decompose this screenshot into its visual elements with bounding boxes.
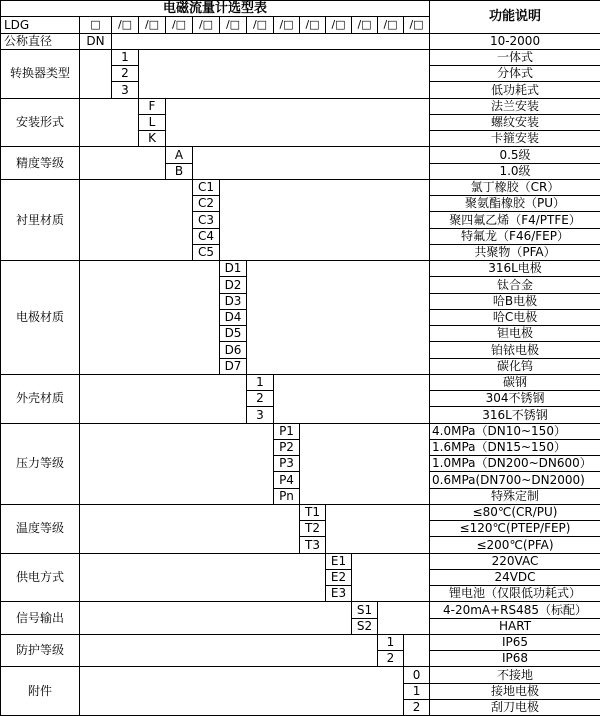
filler-cell [80, 374, 247, 423]
description-cell: 4.0MPa（DN10~150） [430, 423, 600, 439]
filler-cell [80, 49, 112, 98]
code-cell: 1 [378, 634, 404, 650]
filler-cell [193, 147, 430, 180]
table-row [1, 49, 600, 65]
code-cell: E1 [326, 553, 352, 569]
description-cell: 铂铱电极 [430, 342, 600, 358]
filler-cell [352, 553, 430, 602]
description-cell: 304不锈钢 [430, 391, 600, 407]
table-row [1, 504, 600, 520]
description-cell: 24VDC [430, 569, 600, 585]
description-cell: HART [430, 618, 600, 634]
group-label-converter-type: 转换器类型 [1, 49, 80, 98]
table-row [1, 667, 600, 683]
group-label-power-supply: 供电方式 [1, 553, 80, 602]
code-cell: D5 [220, 326, 247, 342]
description-cell: 特殊定制 [430, 488, 600, 504]
code-cell: C3 [193, 212, 220, 228]
table-row [1, 423, 600, 439]
code-cell: 2 [247, 391, 274, 407]
group-label-temperature-rating: 温度等级 [1, 504, 80, 553]
description-cell: 1.0MPa（DN200~DN600） [430, 456, 600, 472]
table-row [1, 634, 600, 650]
code-cell: D7 [220, 358, 247, 374]
description-cell: 4-20mA+RS485（标配） [430, 602, 600, 618]
group-label-accessories: 附件 [1, 667, 80, 716]
filler-cell [80, 634, 378, 667]
filler-cell [80, 553, 326, 602]
table-row [1, 98, 600, 114]
model-slash-box: /□ [139, 17, 166, 33]
description-cell: 1.6MPa（DN15~150） [430, 439, 600, 455]
code-cell: P4 [274, 472, 300, 488]
code-cell: 2 [378, 651, 404, 667]
code-cell: 3 [247, 407, 274, 423]
description-cell: 聚氨酯橡胶（PU） [430, 196, 600, 212]
filler-cell [274, 374, 430, 423]
code-cell: E2 [326, 569, 352, 585]
code-cell: D2 [220, 277, 247, 293]
description-cell: 卡箍安装 [430, 131, 600, 147]
table-row [1, 33, 600, 49]
description-cell: 碳化钨 [430, 358, 600, 374]
filler-cell [80, 261, 220, 375]
model-slash-box: /□ [326, 17, 352, 33]
filler-cell [166, 98, 430, 147]
description-cell: 螺纹安装 [430, 114, 600, 130]
description-cell: 法兰安装 [430, 98, 600, 114]
description-cell: IP68 [430, 651, 600, 667]
filler-cell [378, 602, 430, 635]
group-label-signal-output: 信号输出 [1, 602, 80, 635]
description-cell: 共聚物（PFA） [430, 244, 600, 260]
code-cell: T3 [300, 537, 326, 553]
description-cell: 分体式 [430, 66, 600, 82]
description-cell: 220VAC [430, 553, 600, 569]
description-cell: 316L不锈钢 [430, 407, 600, 423]
model-slash-box: /□ [247, 17, 274, 33]
code-cell: T1 [300, 504, 326, 520]
group-label-lining-material: 衬里材质 [1, 179, 80, 260]
code-cell: S2 [352, 618, 378, 634]
code-cell: P3 [274, 456, 300, 472]
description-cell: 哈C电极 [430, 309, 600, 325]
code-cell: 0 [404, 667, 430, 683]
table-row [1, 147, 600, 163]
description-cell: 10-2000 [430, 33, 600, 49]
description-cell: 不接地 [430, 667, 600, 683]
code-cell: E3 [326, 586, 352, 602]
code-cell: 1 [404, 683, 430, 699]
filler-cell [80, 423, 274, 504]
table-row [1, 553, 600, 569]
filler-cell [80, 602, 352, 635]
description-cell: 钽电极 [430, 326, 600, 342]
group-label-nominal-diameter: 公称直径 [1, 33, 80, 49]
code-cell: C5 [193, 244, 220, 260]
code-cell: A [166, 147, 193, 163]
description-cell: 接地电极 [430, 683, 600, 699]
code-cell: 1 [112, 49, 139, 65]
model-slash-box: /□ [166, 17, 193, 33]
code-cell: P2 [274, 439, 300, 455]
description-cell: 0.5级 [430, 147, 600, 163]
model-slash-box: /□ [274, 17, 300, 33]
description-cell: 316L电极 [430, 261, 600, 277]
description-cell: 特氟龙（F46/FEP） [430, 228, 600, 244]
description-cell: 一体式 [430, 49, 600, 65]
code-cell: C1 [193, 179, 220, 195]
description-cell: 0.6MPa(DN700~DN2000) [430, 472, 600, 488]
model-slash-box: /□ [220, 17, 247, 33]
code-cell: D1 [220, 261, 247, 277]
group-label-housing-material: 外壳材质 [1, 374, 80, 423]
description-cell: 锂电池（仅限低功耗式） [430, 586, 600, 602]
filler-cell [300, 423, 430, 504]
filler-cell [139, 49, 430, 98]
description-cell: 低功耗式 [430, 82, 600, 98]
title-row [1, 1, 600, 17]
filler-cell [80, 179, 193, 260]
filler-cell [80, 667, 404, 716]
code-cell: DN [80, 33, 112, 49]
description-cell: 哈B电极 [430, 293, 600, 309]
code-cell: D4 [220, 309, 247, 325]
filler-cell [326, 504, 430, 553]
model-slash-box: /□ [352, 17, 378, 33]
code-cell: K [139, 131, 166, 147]
code-cell: C4 [193, 228, 220, 244]
description-cell: IP65 [430, 634, 600, 650]
model-slash-box: /□ [404, 17, 430, 33]
table-row [1, 374, 600, 390]
code-cell: D3 [220, 293, 247, 309]
model-digit-box: □ [80, 17, 112, 33]
group-label-protection-rating: 防护等级 [1, 634, 80, 667]
description-cell: ≤200℃(PFA) [430, 537, 600, 553]
description-cell: 1.0级 [430, 163, 600, 179]
group-label-pressure-rating: 压力等级 [1, 423, 80, 504]
filler-cell [80, 147, 166, 180]
code-cell: B [166, 163, 193, 179]
description-cell: 碳钢 [430, 374, 600, 390]
code-cell: C2 [193, 196, 220, 212]
model-slash-box: /□ [300, 17, 326, 33]
code-cell: 2 [112, 66, 139, 82]
code-cell: D6 [220, 342, 247, 358]
group-label-accuracy-class: 精度等级 [1, 147, 80, 180]
description-cell: ≤80℃(CR/PU) [430, 504, 600, 520]
model-code-label: LDG [1, 17, 80, 33]
description-cell: ≤120℃(PTEP/FEP) [430, 521, 600, 537]
description-cell: 刮刀电极 [430, 699, 600, 715]
code-cell: L [139, 114, 166, 130]
code-cell: Pn [274, 488, 300, 504]
group-label-installation-type: 安装形式 [1, 98, 80, 147]
filler-cell [220, 179, 430, 260]
code-cell: F [139, 98, 166, 114]
function-description-header: 功能说明 [430, 1, 600, 34]
model-slash-box: /□ [193, 17, 220, 33]
model-slash-box: /□ [378, 17, 404, 33]
code-cell: T2 [300, 521, 326, 537]
table-title: 电磁流量计选型表 [1, 1, 430, 17]
filler-cell [112, 33, 430, 49]
table-row [1, 261, 600, 277]
code-cell: 3 [112, 82, 139, 98]
filler-cell [247, 261, 430, 375]
filler-cell [80, 504, 300, 553]
table-row [1, 179, 600, 195]
code-cell: 2 [404, 699, 430, 715]
description-cell: 钛合金 [430, 277, 600, 293]
code-cell: P1 [274, 423, 300, 439]
code-cell: 1 [247, 374, 274, 390]
code-cell: S1 [352, 602, 378, 618]
group-label-electrode-material: 电极材质 [1, 261, 80, 375]
filler-cell [80, 98, 139, 147]
model-slash-box: /□ [112, 17, 139, 33]
table-row [1, 602, 600, 618]
description-cell: 氯丁橡胶（CR） [430, 179, 600, 195]
description-cell: 聚四氟乙烯（F4/PTFE） [430, 212, 600, 228]
filler-cell [404, 634, 430, 667]
